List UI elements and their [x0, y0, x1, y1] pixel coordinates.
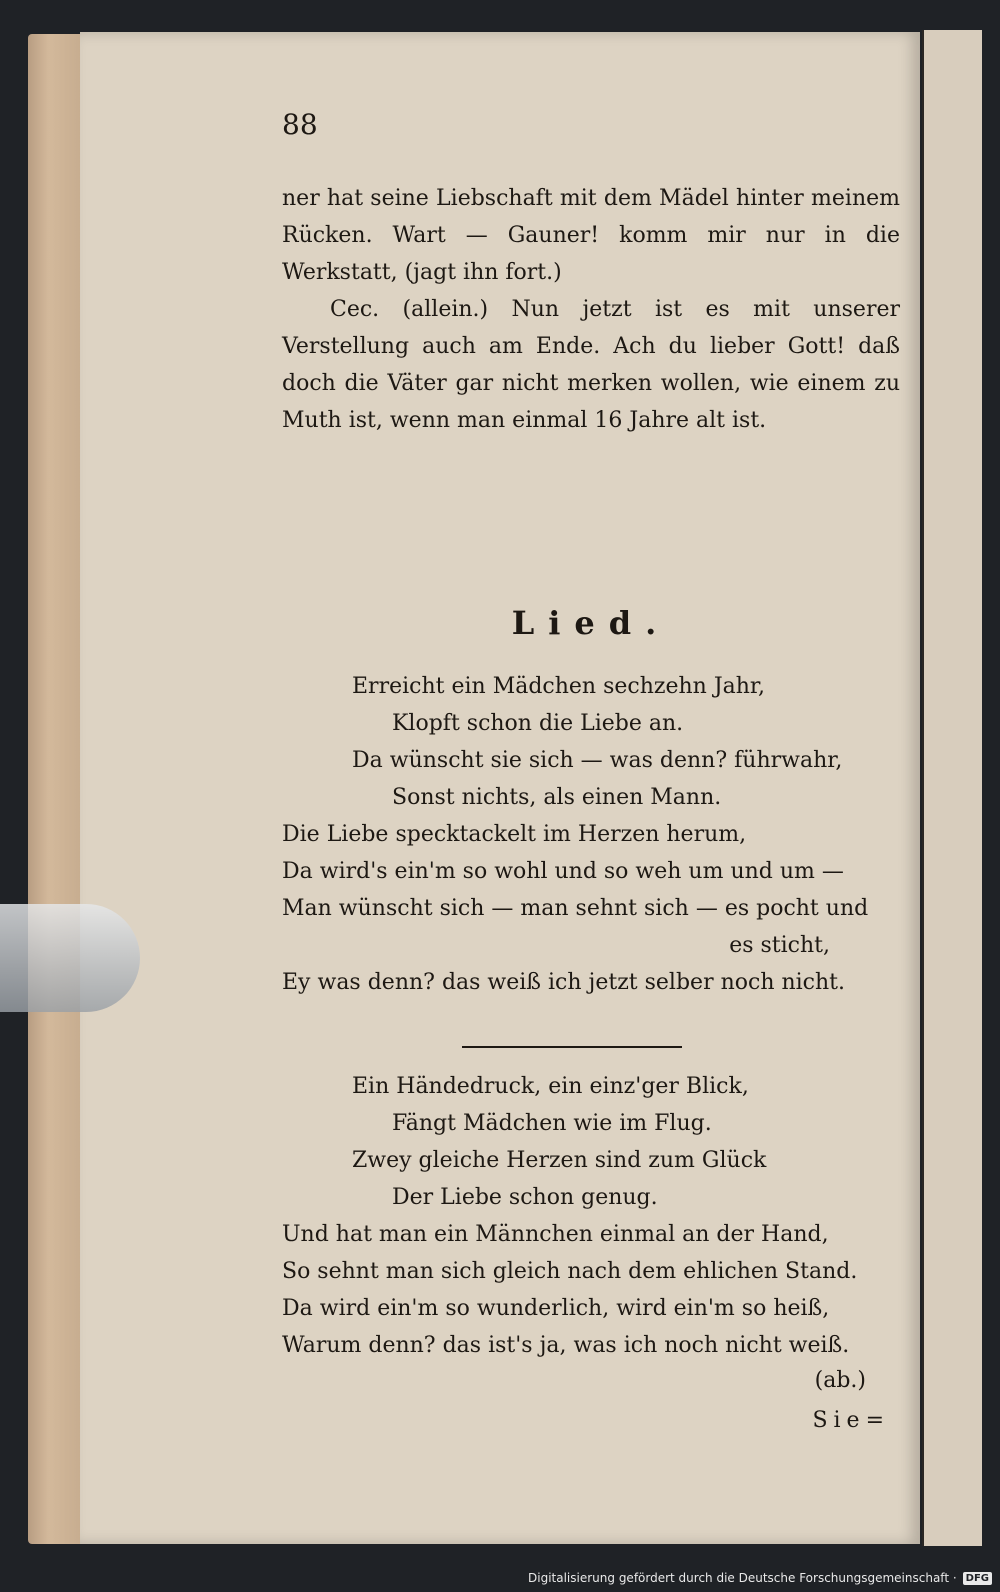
song-heading: Lied. [511, 604, 671, 642]
dfg-logo-icon: DFG [963, 1572, 992, 1585]
verse-stanza-1 [282, 668, 900, 1001]
verse-line: Und hat man ein Männchen einmal an der Hand, [282, 1222, 829, 1247]
facing-page-edge [922, 30, 982, 1546]
verse-line: Ey was denn? das weiß ich jetzt selber noch nicht. [282, 970, 846, 995]
verse-line: So sehnt man sich gleich nach dem ehlichen Stand. [282, 1259, 858, 1284]
prose-paragraph: Cec. (allein.) Nun jetzt ist es mit unserer Verstellung auch am Ende. Ach du lieber Gott! daß doch die Väter gar nicht merken wollen, wie einem zu Muth ist, wenn man einmal 16 Jahre alt ist. [282, 297, 900, 433]
verse-line: Ein Händedruck, ein einz'ger Blick, [352, 1074, 749, 1099]
verse-line: Sonst nichts, als einen Mann. [392, 785, 722, 810]
verse-line: Zwey gleiche Herzen sind zum Glück [352, 1148, 767, 1173]
prose-paragraph: ner hat seine Liebschaft mit dem Mädel hinter meinem Rücken. Wart — Gauner! komm mir nur in die Werkstatt, (jagt ihn fort.) [282, 186, 900, 285]
section-divider [462, 1046, 682, 1048]
verse-stanza-2 [282, 1068, 900, 1364]
verse-line: Da wird ein'm so wunderlich, wird ein'm so heiß, [282, 1296, 830, 1321]
verse-line: Klopft schon die Liebe an. [392, 711, 684, 736]
catchword: Sie= [812, 1408, 890, 1433]
verse-line: Man wünscht sich — man sehnt sich — es pocht und [282, 896, 869, 921]
verse-line: Fängt Mädchen wie im Flug. [392, 1111, 712, 1136]
verse-line: Da wird's ein'm so wohl und so weh um und um — [282, 859, 844, 884]
verse-line: Der Liebe schon genug. [392, 1185, 658, 1210]
verse-line: Da wünscht sie sich — was denn? führwahr, [352, 748, 843, 773]
verse-line: Die Liebe specktackelt im Herzen herum, [282, 822, 747, 847]
book-spine-edge [28, 34, 80, 1544]
stage-direction: (ab.) [814, 1368, 866, 1393]
page-clip [0, 904, 140, 1012]
verse-line: Warum denn? das ist's ja, was ich noch nicht weiß. [282, 1333, 850, 1358]
verse-line: Erreicht ein Mädchen sechzehn Jahr, [352, 674, 766, 699]
prose-block [282, 180, 900, 439]
page-number: 88 [282, 108, 318, 141]
footer-text: Digitalisierung gefördert durch die Deutsche Forschungsgemeinschaft · [528, 1571, 957, 1585]
footer-credit [528, 1568, 992, 1588]
verse-line: es sticht, [729, 933, 830, 958]
